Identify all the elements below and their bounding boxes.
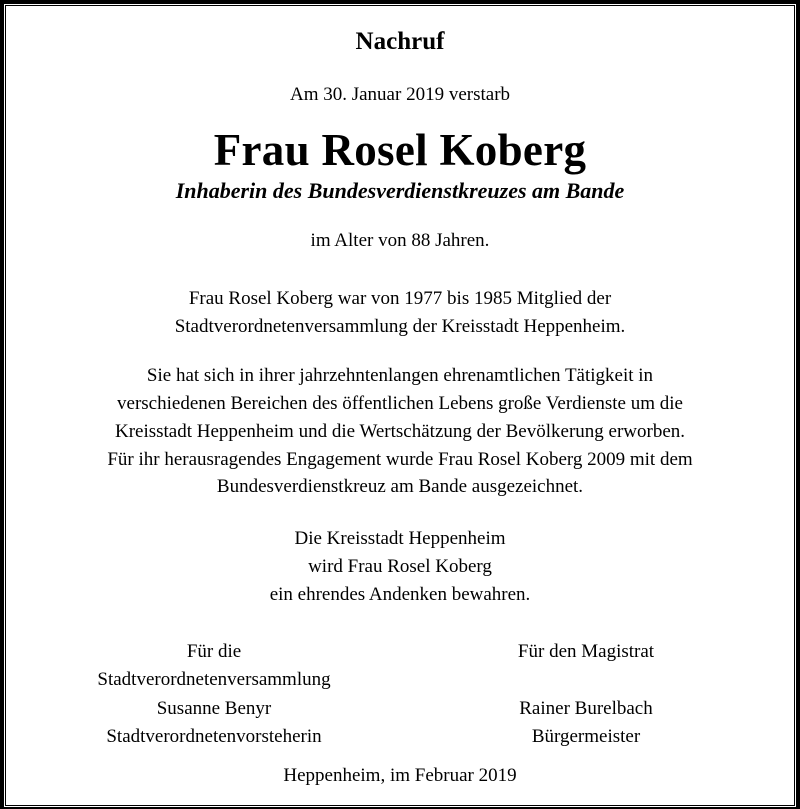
remembrance-line: ein ehrendes Andenken bewahren. bbox=[269, 583, 531, 605]
obituary-notice bbox=[28, 6, 772, 805]
signatory-title: Bürgermeister bbox=[531, 725, 641, 747]
tribute-paragraph-line: Bundesverdienstkreuz am Bande ausgezeichnet. bbox=[216, 476, 584, 498]
service-paragraph-line: Frau Rosel Koberg war von 1977 bis 1985 Mitglied der bbox=[188, 287, 612, 309]
tribute-paragraph-line: Für ihr herausragendes Engagement wurde Frau Rosel Koberg 2009 mit dem bbox=[107, 448, 693, 470]
deceased-honorific: Inhaberin des Bundesverdienstkreuzes am Bande bbox=[175, 177, 625, 203]
remembrance-paragraph bbox=[28, 525, 772, 608]
signatory-title: Stadtverordnetenvorsteherin bbox=[106, 725, 322, 747]
tribute-paragraph-line: verschiedenen Bereichen des öffentlichen Lebens große Verdienste um die bbox=[117, 393, 683, 415]
place-and-date: Heppenheim, im Februar 2019 bbox=[283, 764, 517, 786]
age-at-death-line: im Alter von 88 Jahren. bbox=[310, 230, 490, 252]
remembrance-line: wird Frau Rosel Koberg bbox=[308, 555, 492, 577]
signature-block bbox=[28, 638, 772, 750]
signature-body: Stadtverordnetenversammlung bbox=[97, 669, 331, 691]
remembrance-line: Die Kreisstadt Heppenheim bbox=[294, 528, 506, 550]
death-announcement-line: Am 30. Januar 2019 verstarb bbox=[289, 83, 511, 105]
tribute-paragraph-line: Kreisstadt Heppenheim und die Wertschätzung der Bevölkerung erworben. bbox=[114, 420, 686, 442]
obituary-frame-inner-rule bbox=[5, 5, 795, 806]
signatory-name: Rainer Burelbach bbox=[519, 697, 653, 719]
signatory-name: Susanne Benyr bbox=[156, 697, 272, 719]
tribute-paragraph bbox=[28, 362, 772, 501]
service-paragraph bbox=[28, 285, 772, 340]
page-title: Nachruf bbox=[355, 28, 445, 55]
tribute-paragraph-line: Sie hat sich in ihrer jahrzehntenlangen ehrenamtlichen Tätigkeit in bbox=[146, 365, 654, 387]
signature-column-magistrat bbox=[400, 638, 772, 750]
deceased-name: Frau Rosel Koberg bbox=[213, 125, 587, 176]
signature-intro: Für die bbox=[186, 641, 242, 663]
signature-column-stadtverordnetenversammlung bbox=[28, 638, 400, 750]
signature-intro: Für den Magistrat bbox=[517, 641, 655, 663]
service-paragraph-line: Stadtverordnetenversammlung der Kreisstadt Heppenheim. bbox=[174, 315, 626, 337]
